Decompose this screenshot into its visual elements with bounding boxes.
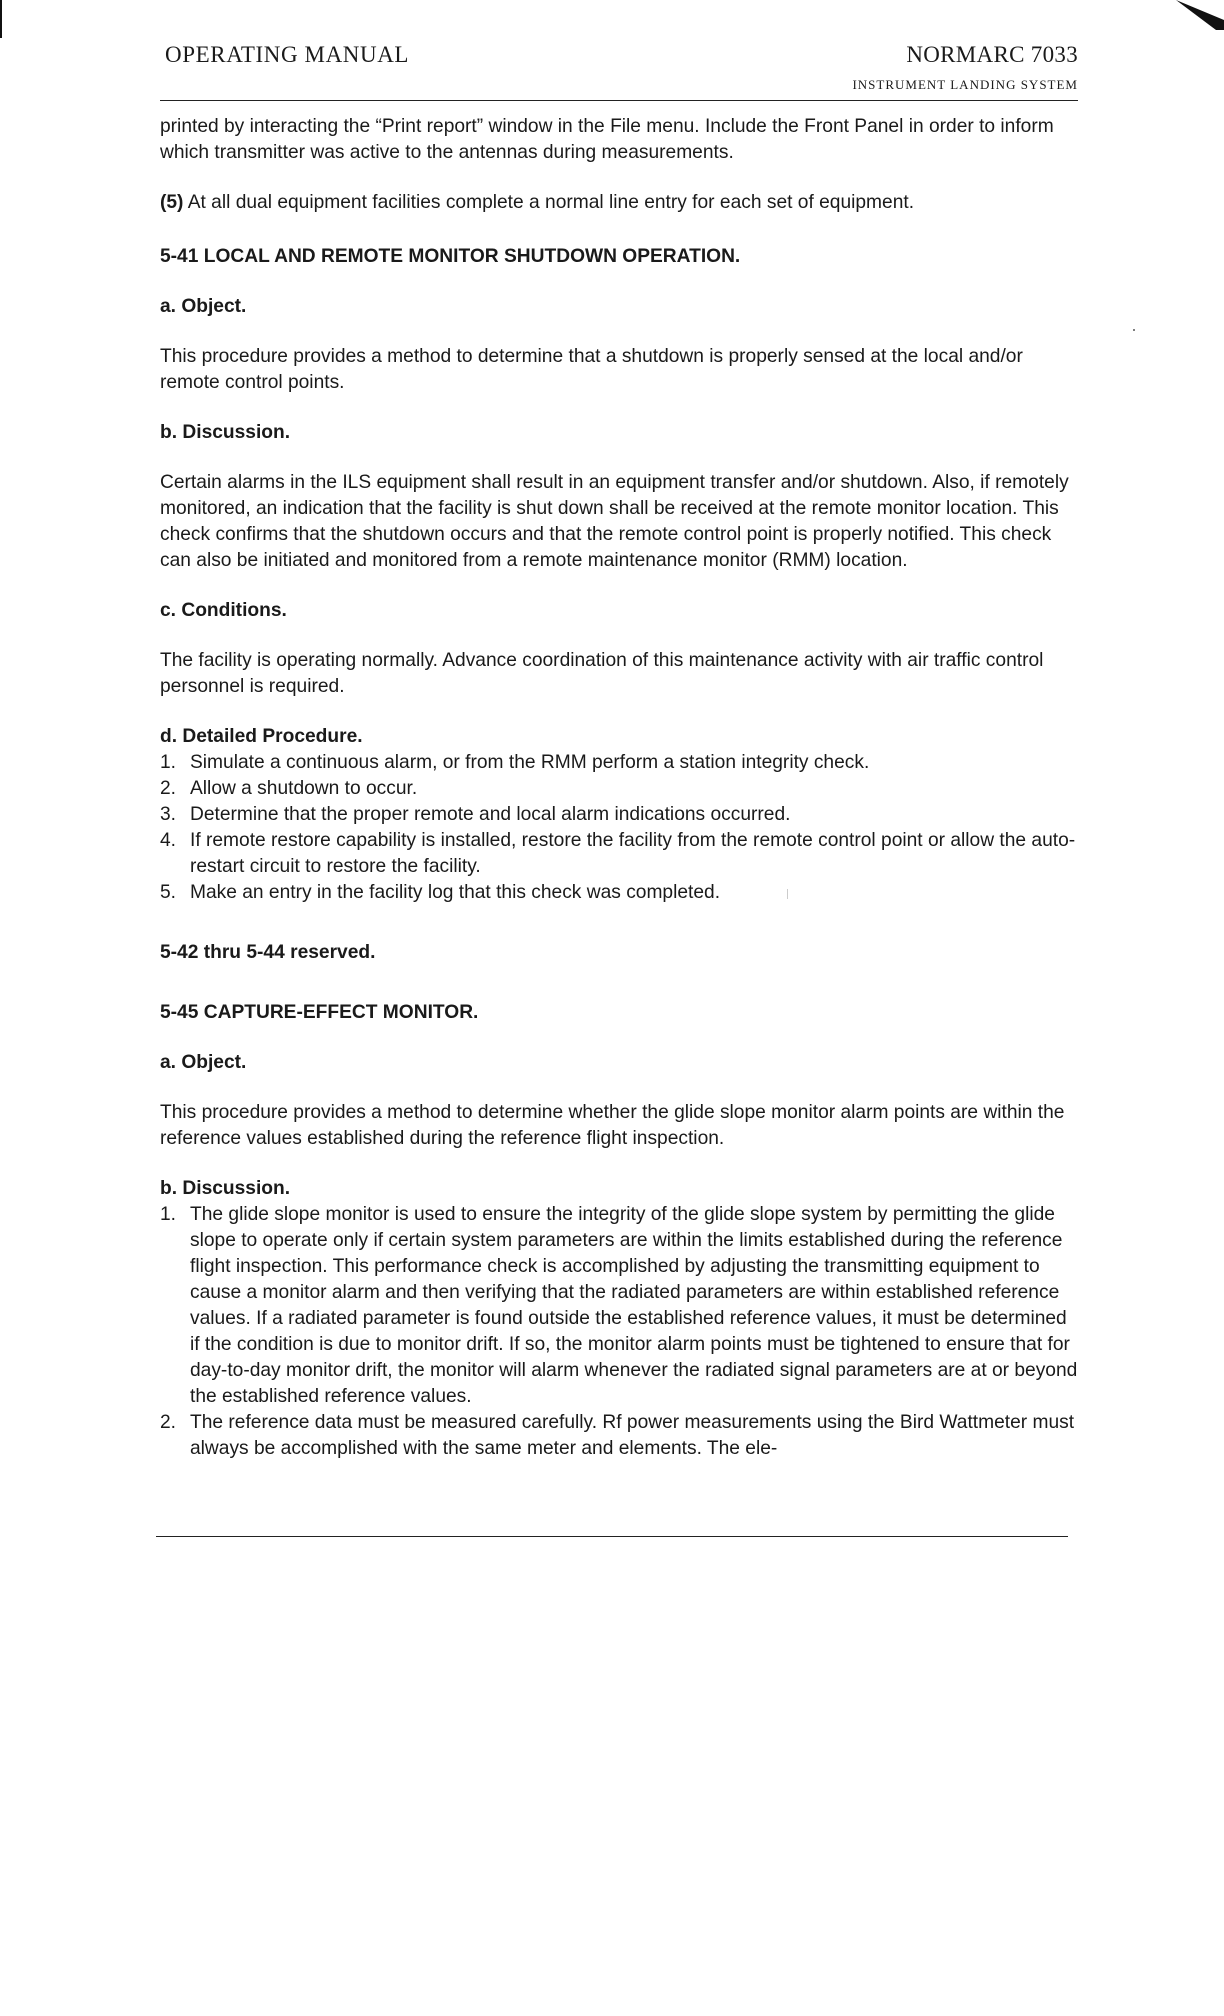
list-item <box>160 776 1080 802</box>
s541-procedure-list <box>160 750 1080 906</box>
list-item <box>160 802 1080 828</box>
list-item-text: If remote restore capability is installed, restore the facility from the remote control point or allow the auto-restart circuit to restore the facility. <box>190 830 1076 877</box>
list-item-text: Allow a shutdown to occur. <box>190 778 418 799</box>
section-5-41-heading: 5-41 LOCAL AND REMOTE MONITOR SHUTDOWN OPERATION. <box>160 246 741 267</box>
item-5-label: (5) <box>160 192 184 213</box>
intro-paragraph: printed by interacting the “Print report” window in the File menu. Include the Front Panel in order to inform which transmitter was active to the antennas during measurements. <box>160 116 1054 163</box>
reserved-sections-note: 5-42 thru 5-44 reserved. <box>160 942 376 963</box>
header-manual-title: OPERATING MANUAL <box>165 42 410 67</box>
list-item-number: 4. <box>160 830 177 851</box>
s541-conditions-text: The facility is operating normally. Advance coordination of this maintenance activity with air traffic control personnel is required. <box>160 650 1044 697</box>
list-item <box>160 1202 1080 1410</box>
s541-object-text: This procedure provides a method to determine that a shutdown is properly sensed at the local and/or remote control points. <box>160 346 1023 393</box>
item-5-text: At all dual equipment facilities complete a normal line entry for each set of equipment. <box>183 192 915 213</box>
item-5-paragraph <box>160 190 1080 216</box>
header-rule <box>160 100 1078 101</box>
scan-speck <box>787 889 788 899</box>
list-item-number: 5. <box>160 882 177 903</box>
s541-discussion-heading: b. Discussion. <box>160 422 291 443</box>
list-item-text: Simulate a continuous alarm, or from the RMM perform a station integrity check. <box>190 752 870 773</box>
list-item <box>160 828 1080 880</box>
s541-object-heading: a. Object. <box>160 296 247 317</box>
s541-conditions-heading: c. Conditions. <box>160 600 287 621</box>
header-product-name: NORMARC 7033 <box>906 42 1078 67</box>
list-item <box>160 1410 1080 1462</box>
list-item-number: 2. <box>160 1412 177 1433</box>
list-item-text: Determine that the proper remote and local alarm indications occurred. <box>190 804 791 825</box>
list-item-text: The glide slope monitor is used to ensure the integrity of the glide slope system by permitting the glide slope to operate only if certain system parameters are within the limits established during the reference flight inspection. This performance check is accomplished by adjusting the transmitting equipment to cause a monitor alarm and then verifying that the radiated parameters are within established reference values. If a radiated parameter is found outside the established reference values, it must be determined if the condition is due to monitor drift. If so, the monitor alarm points must be tightened to ensure that for day-to-day monitor drift, the monitor will alarm whenever the radiated signal parameters are at or beyond the established reference values. <box>190 1204 1078 1407</box>
s545-discussion-list <box>160 1202 1080 1462</box>
footer-rule <box>156 1536 1068 1537</box>
header-subtitle: INSTRUMENT LANDING SYSTEM <box>852 77 1078 92</box>
list-item <box>160 880 1080 906</box>
s545-discussion-heading: b. Discussion. <box>160 1178 291 1199</box>
list-item-text: The reference data must be measured carefully. Rf power measurements using the Bird Wattmeter must always be accomplished with the same meter and elements. The ele- <box>190 1412 1075 1459</box>
list-item-number: 1. <box>160 752 177 773</box>
list-item-number: 2. <box>160 778 177 799</box>
s545-object-text: This procedure provides a method to determine whether the glide slope monitor alarm points are within the reference values established during the reference flight inspection. <box>160 1102 1065 1149</box>
list-item <box>160 750 1080 776</box>
scan-speck <box>1133 329 1135 331</box>
section-5-45-heading: 5-45 CAPTURE-EFFECT MONITOR. <box>160 1002 479 1023</box>
scan-edge-mark <box>0 0 2 38</box>
s545-object-heading: a. Object. <box>160 1052 247 1073</box>
s541-procedure-heading: d. Detailed Procedure. <box>160 726 363 747</box>
document-body <box>160 114 1080 1462</box>
s541-discussion-text: Certain alarms in the ILS equipment shall result in an equipment transfer and/or shutdown. Also, if remotely monitored, an indication that the facility is shut down shall be received at the remote monitor location. This check confirms that the shutdown occurs and that the remote control point is properly notified. This check can also be initiated and monitored from a remote maintenance monitor (RMM) location. <box>160 472 1069 571</box>
list-item-number: 1. <box>160 1204 177 1225</box>
list-item-number: 3. <box>160 804 177 825</box>
corner-fold-mark <box>1176 0 1224 30</box>
list-item-text: Make an entry in the facility log that this check was completed. <box>190 882 721 903</box>
